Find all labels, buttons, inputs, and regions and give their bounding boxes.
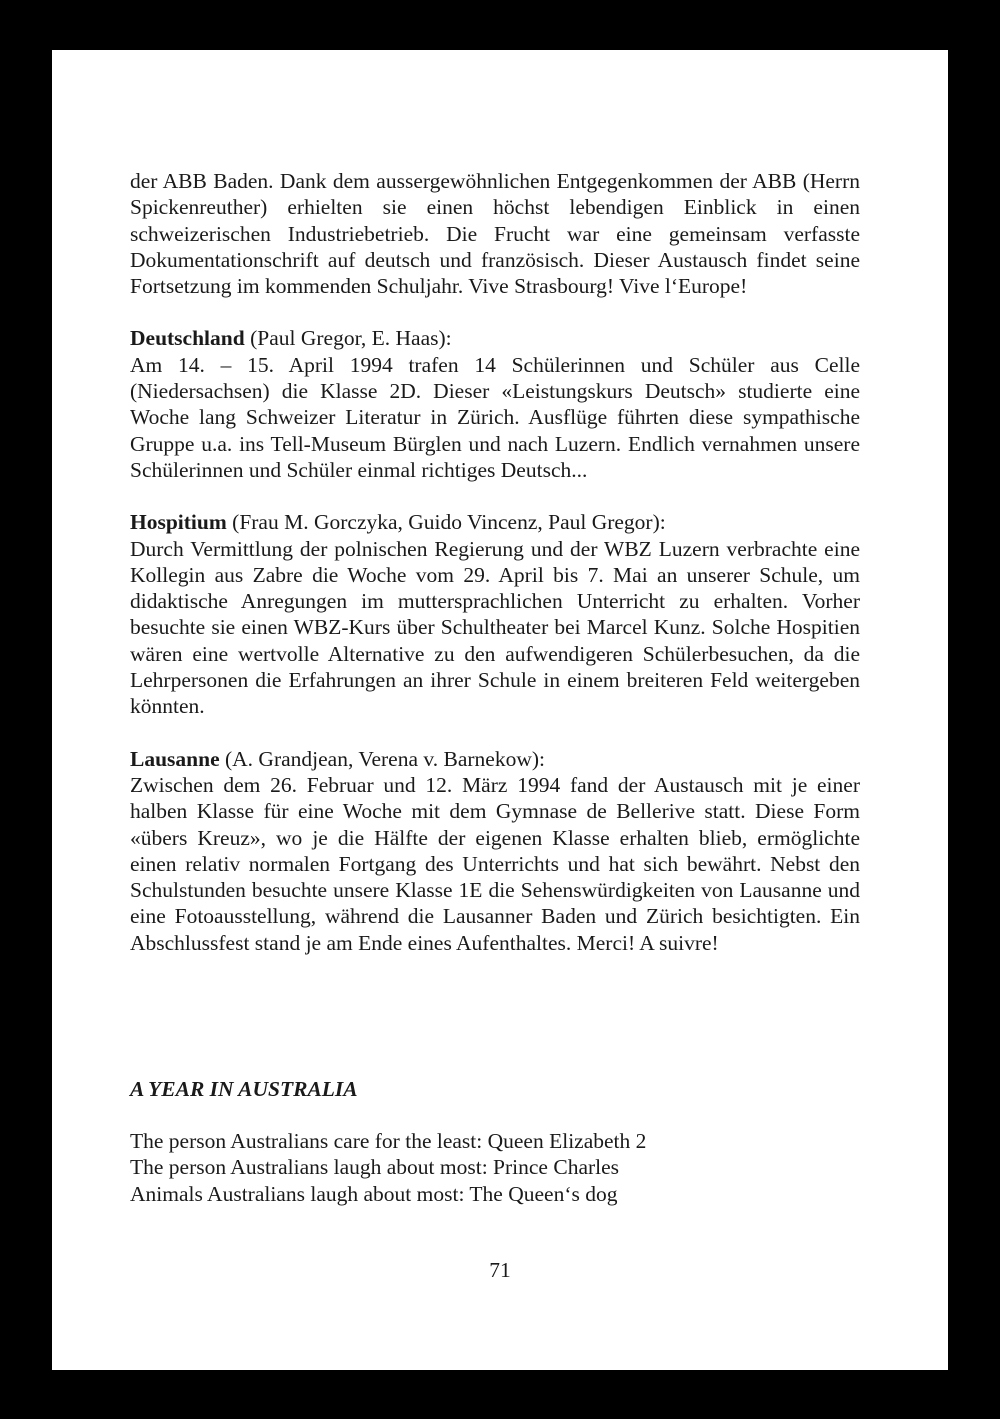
page-number: 71 [489, 1258, 511, 1282]
deutschland-paragraph: Am 14. – 15. April 1994 trafen 14 Schülerinnen und Schüler aus Celle (Niedersachsen) die Klasse 2D. Dieser «Leistungskurs Deutsch» studierte eine Woche lang Schweizer Literatur in Zürich. Ausflüge führten diese sympathische Gruppe u.a. ins Tell-Museum Bürglen und nach Luzern. Endlich vernahmen unsere Schülerinnen und Schüler einmal richtiges Deutsch... [130, 352, 860, 482]
lausanne-title-line [130, 746, 860, 772]
lausanne-names: (A. Grandjean, Verena v. Barnekow): [219, 746, 545, 771]
australia-lines [130, 1128, 860, 1207]
hospitium-heading: Hospitium [130, 510, 227, 535]
hospitium-title-line [130, 509, 860, 535]
hospitium-paragraph: Durch Vermittlung der polnischen Regierung und der WBZ Luzern verbrachte eine Kollegin aus Zabre die Woche vom 29. April bis 7. Mai an unserer Schule, um didaktische Anregungen im muttersprachlichen Unterricht zu erhalten. Vorher besuchte sie einen WBZ-Kurs über Schultheater bei Marcel Kunz. Solche Hospitien wären eine wertvolle Alternative zu den aufwendigeren Schülerbesuchen, da die Lehrpersonen die Erfahrungen an ihrer Schule in einem breiteren Feld weitergeben könnten. [130, 536, 860, 719]
hospitium-names: (Frau M. Gorczyka, Guido Vincenz, Paul Gregor): [226, 510, 666, 535]
australia-line-2: The person Australians laugh about most: Prince Charles [130, 1155, 620, 1180]
intro-paragraph: der ABB Baden. Dank dem aussergewöhnlichen Entgegenkommen der ABB (Herrn Spickenreuther) erhielten sie einen höchst lebendigen Einblick in einen schweizerischen Industriebetrieb. Die Frucht war eine gemeinsam verfasste Dokumentationschrift auf deutsch und französisch. Dieser Austausch findet seine Fortsetzung im kommenden Schuljahr. Vive Strasbourg! Vive l‘Europe! [130, 169, 860, 299]
intro-section [130, 168, 860, 299]
hospitium-section [130, 509, 860, 719]
deutschland-names: (Paul Gregor, E. Haas): [244, 326, 452, 351]
australia-heading: A YEAR IN AUSTRALIA [130, 1077, 358, 1101]
australia-line-1: The person Australians care for the least: Queen Elizabeth 2 [130, 1129, 647, 1153]
australia-section [130, 1076, 860, 1102]
lausanne-paragraph: Zwischen dem 26. Februar und 12. März 1994 fand der Austausch mit je einer halben Klasse für eine Woche mit dem Gymnase de Bellerive statt. Diese Form «übers Kreuz», wo je die Hälfte der eigenen Klasse erhalten blieb, ermöglichte einen relativ normalen Fortgang des Unterrichts und hat sich bewährt. Nebst den Schulstunden besuchte unsere Klasse 1E die Sehenswürdigkeiten von Lausanne und eine Fotoausstellung, während die Lausanner Baden und Zürich besichtigten. Ein Abschlussfest stand je am Ende eines Aufenthaltes. Merci! A suivre! [130, 772, 860, 955]
deutschland-title-line [130, 325, 860, 351]
text-column-top [130, 168, 860, 982]
lausanne-heading: Lausanne [130, 746, 220, 771]
document-page [52, 50, 948, 1370]
lausanne-section [130, 746, 860, 956]
deutschland-heading: Deutschland [130, 326, 245, 351]
australia-line-3: Animals Australians laugh about most: The Queen‘s dog [130, 1181, 618, 1206]
deutschland-section [130, 325, 860, 483]
